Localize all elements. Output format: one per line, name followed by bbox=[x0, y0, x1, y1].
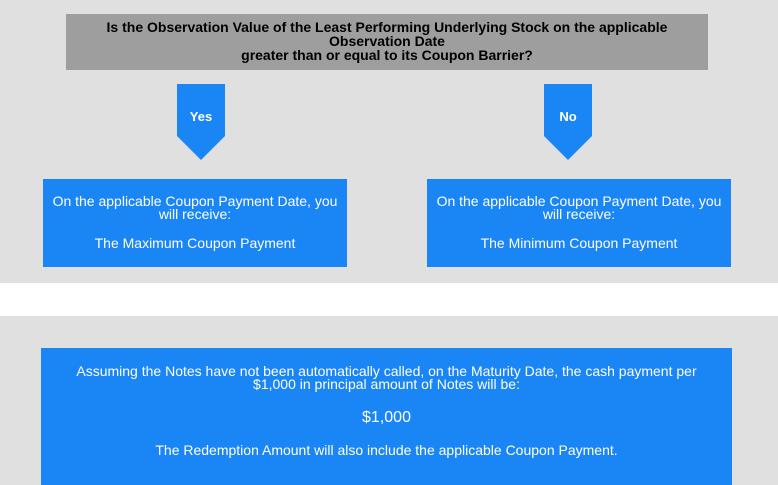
maturity-line-1: Assuming the Notes have not been automatically called, on the Maturity Date, the cash payment per bbox=[76, 363, 697, 379]
maturity-line-2: $1,000 in principal amount of Notes will be: bbox=[253, 376, 520, 392]
maturity-payment-box bbox=[41, 348, 732, 485]
maturity-note: The Redemption Amount will also include the applicable Coupon Payment. bbox=[155, 442, 618, 458]
yes-arrow bbox=[177, 84, 225, 160]
yes-outcome-result: The Maximum Coupon Payment bbox=[94, 235, 296, 251]
question-line-2: Observation Date bbox=[329, 33, 445, 49]
coupon-barrier-question bbox=[66, 14, 708, 70]
yes-outcome-line-2: will receive: bbox=[158, 206, 232, 222]
yes-label: Yes bbox=[189, 109, 213, 124]
no-outcome-box bbox=[427, 179, 731, 267]
no-outcome-line-1: On the applicable Coupon Payment Date, you bbox=[436, 193, 722, 209]
no-outcome-result: The Minimum Coupon Payment bbox=[480, 235, 678, 251]
yes-outcome-box bbox=[43, 179, 347, 267]
question-line-3: greater than or equal to its Coupon Barrier? bbox=[241, 47, 533, 63]
no-arrow bbox=[544, 84, 592, 160]
no-label: No bbox=[559, 109, 577, 124]
yes-outcome-line-1: On the applicable Coupon Payment Date, you bbox=[52, 193, 338, 209]
question-line-1: Is the Observation Value of the Least Performing Underlying Stock on the applicable bbox=[106, 19, 668, 35]
maturity-amount: $1,000 bbox=[362, 409, 411, 426]
no-outcome-line-2: will receive: bbox=[542, 206, 616, 222]
